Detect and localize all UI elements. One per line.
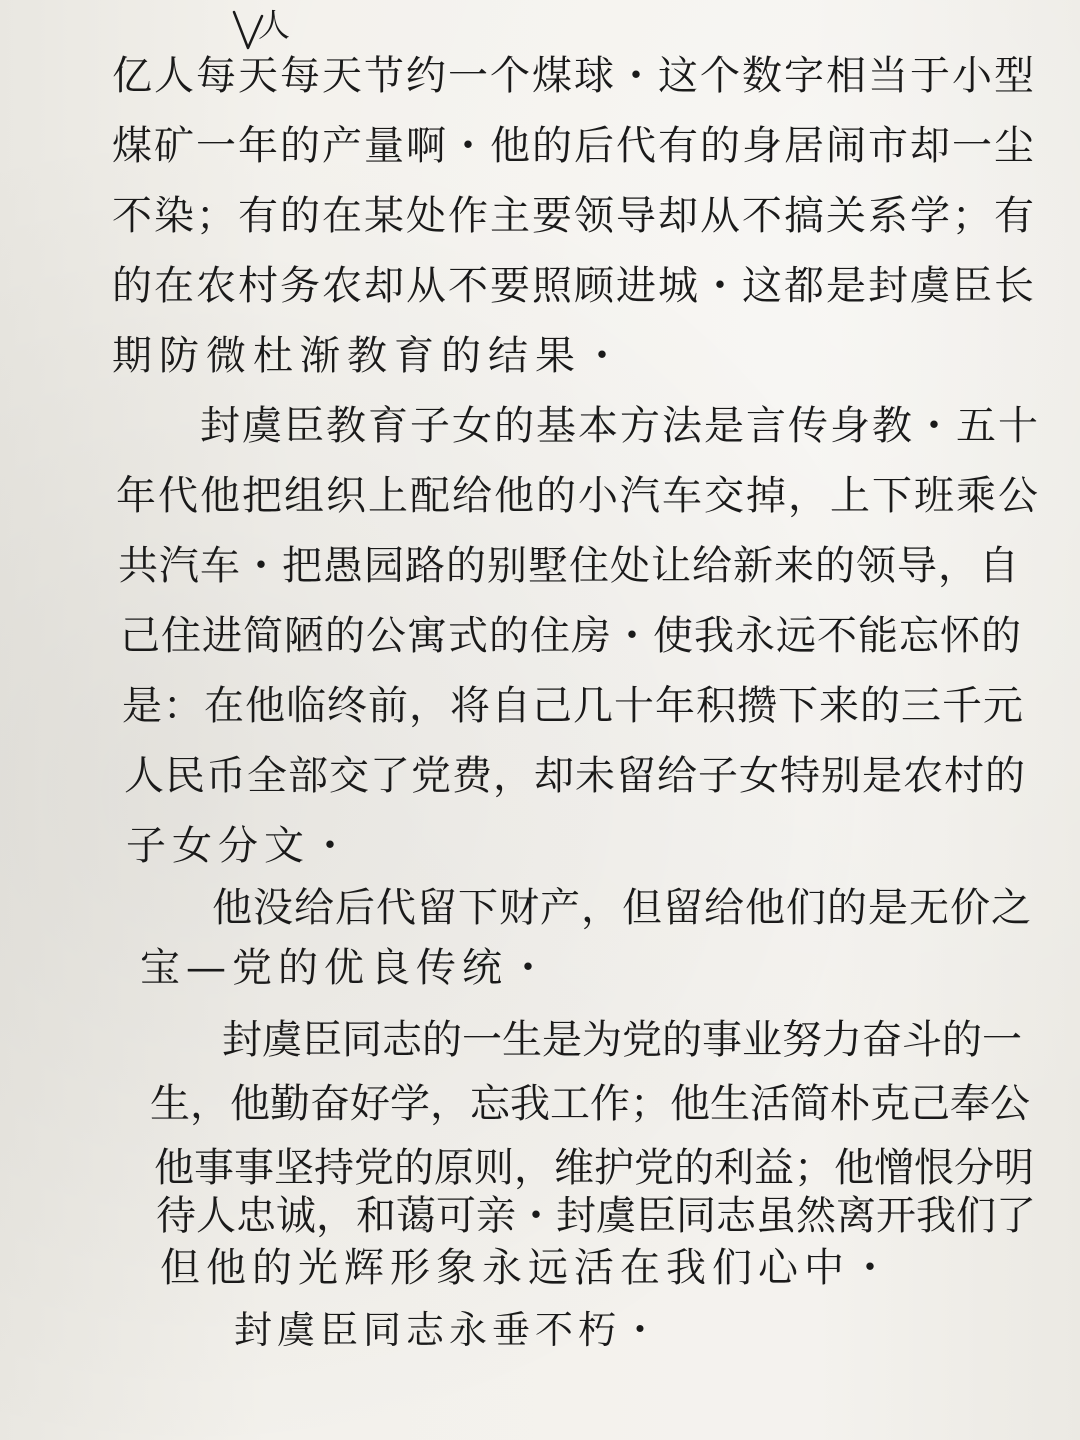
text-line: 他没给后代留下财产，但留给他们的是无价之 — [212, 885, 1032, 931]
text-line: 不染；有的在某处作主要领导却从不搞关系学；有 — [112, 193, 1036, 239]
text-line: 但他的光辉形象永远活在我们心中・ — [160, 1245, 896, 1291]
text-line: 的在农村务农却从不要照顾进城・这都是封虞臣长 — [112, 263, 1036, 309]
text-line: 己住进简陋的公寓式的住房・使我永远不能忘怀的 — [120, 613, 1022, 659]
text-line: 是：在他临终前，将自己几十年积攒下来的三千元 — [122, 683, 1024, 729]
text-line: 封虞臣同志永垂不朽・ — [234, 1308, 665, 1352]
text-line: 子女分文・ — [126, 823, 356, 869]
text-line: 封虞臣教育子女的基本方法是言传身教・五十 — [200, 403, 1040, 449]
text-line: 共汽车・把愚园路的别墅住处让给新来的领导，自 — [118, 543, 1020, 589]
text-line: 待人忠诚，和蔼可亲・封虞臣同志虽然离开我们了 — [156, 1193, 1036, 1239]
handwritten-insertion-text: 人 — [257, 6, 291, 44]
text-line: 煤矿一年的产量啊・他的后代有的身居闹市却一尘 — [112, 123, 1036, 169]
text-line: 期防微杜渐教育的结果・ — [112, 333, 629, 379]
text-line: 生，他勤奋好学，忘我工作；他生活简朴克己奉公 — [150, 1081, 1030, 1127]
text-line: 封虞臣同志的一生是为党的事业努力奋斗的一 — [222, 1017, 1022, 1063]
text-line: 宝—党的优良传统・ — [140, 945, 554, 991]
text-line: 亿人每天每天节约一个煤球・这个数字相当于小型 — [112, 53, 1036, 99]
text-line: 人民币全部交了党费，却未留给子女特别是农村的 — [124, 753, 1026, 799]
text-line: 年代他把组织上配给他的小汽车交掉，上下班乘公 — [116, 473, 1040, 519]
handwritten-insertion-mark — [226, 2, 306, 58]
text-line: 他事事坚持党的原则，维护党的利益；他憎恨分明 — [154, 1145, 1034, 1191]
